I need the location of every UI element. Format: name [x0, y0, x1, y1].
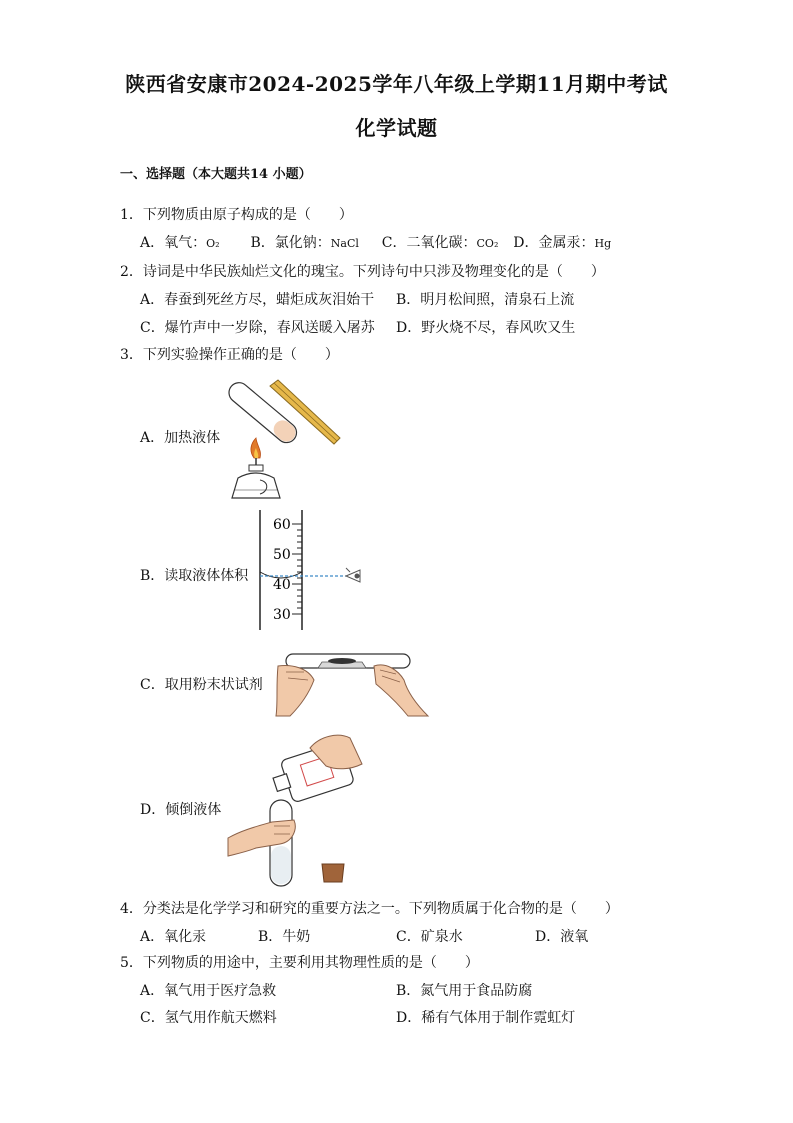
q2-option-c: C．爆竹声中一岁除，春风送暖入屠苏 [140, 320, 375, 336]
q5-option-d: D．稀有气体用于制作霓虹灯 [396, 1010, 576, 1026]
question-5-stem: 5．下列物质的用途中，主要利用其物理性质的是（ ） [120, 955, 479, 971]
question-3-stem: 3．下列实验操作正确的是（ ） [120, 347, 339, 363]
q1-option-b-formula: NaCl [330, 237, 359, 250]
q4-option-b: B．牛奶 [258, 929, 311, 945]
q5-option-b: B．氮气用于食品防腐 [396, 983, 533, 999]
q1-option-d-label: D．金属汞： [513, 235, 595, 251]
q1-option-d-formula: Hg [594, 237, 612, 250]
pouring-liquid-figure [226, 726, 366, 890]
cylinder-tick-60: 60 [273, 517, 291, 533]
q1-option-c-label: C．二氧化碳： [381, 235, 477, 251]
q3-option-a: A．加热液体 [140, 430, 221, 446]
q1-option-a-formula: O₂ [206, 237, 220, 250]
q3-option-d: D．倾倒液体 [140, 802, 222, 818]
q2-option-d: D．野火烧不尽，春风吹又生 [396, 320, 576, 336]
page-title: 陕西省安康市2024-2025学年八年级上学期11月期中考试 [125, 72, 668, 96]
q2-option-b: B．明月松间照，清泉石上流 [396, 292, 575, 308]
q4-option-d: D．液氧 [535, 929, 589, 945]
q4-option-a: A．氧化汞 [140, 929, 207, 945]
q4-option-c: C．矿泉水 [396, 929, 463, 945]
section-heading: 一、选择题（本大题共14 小题） [120, 167, 312, 182]
q3-option-c: C．取用粉末状试剂 [140, 677, 263, 693]
q5-option-c: C．氢气用作航天燃料 [140, 1010, 277, 1026]
q1-option-a-label: A．氧气： [140, 235, 207, 251]
heating-liquid-figure [222, 372, 344, 500]
page-subtitle: 化学试题 [355, 116, 438, 140]
q1-option-c-formula: CO₂ [476, 237, 499, 250]
measuring-cylinder-figure [240, 508, 370, 632]
q3-option-b: B．读取液体体积 [140, 568, 249, 584]
cylinder-tick-50: 50 [273, 547, 291, 563]
q5-option-a: A．氧气用于医疗急救 [140, 983, 277, 999]
question-1-options [140, 232, 611, 252]
q1-option-b-label: B．氯化钠： [250, 235, 331, 251]
question-4-stem: 4．分类法是化学学习和研究的重要方法之一。下列物质属于化合物的是（ ） [120, 901, 619, 917]
cylinder-tick-30: 30 [273, 607, 291, 623]
q2-option-a: A．春蚕到死丝方尽，蜡炬成灰泪始干 [140, 292, 375, 308]
question-1-stem: 1．下列物质由原子构成的是（ ） [120, 207, 353, 223]
powder-reagent-figure [268, 646, 438, 720]
cylinder-tick-40: 40 [273, 577, 291, 593]
question-2-stem: 2．诗词是中华民族灿烂文化的瑰宝。下列诗句中只涉及物理变化的是（ ） [120, 264, 605, 280]
